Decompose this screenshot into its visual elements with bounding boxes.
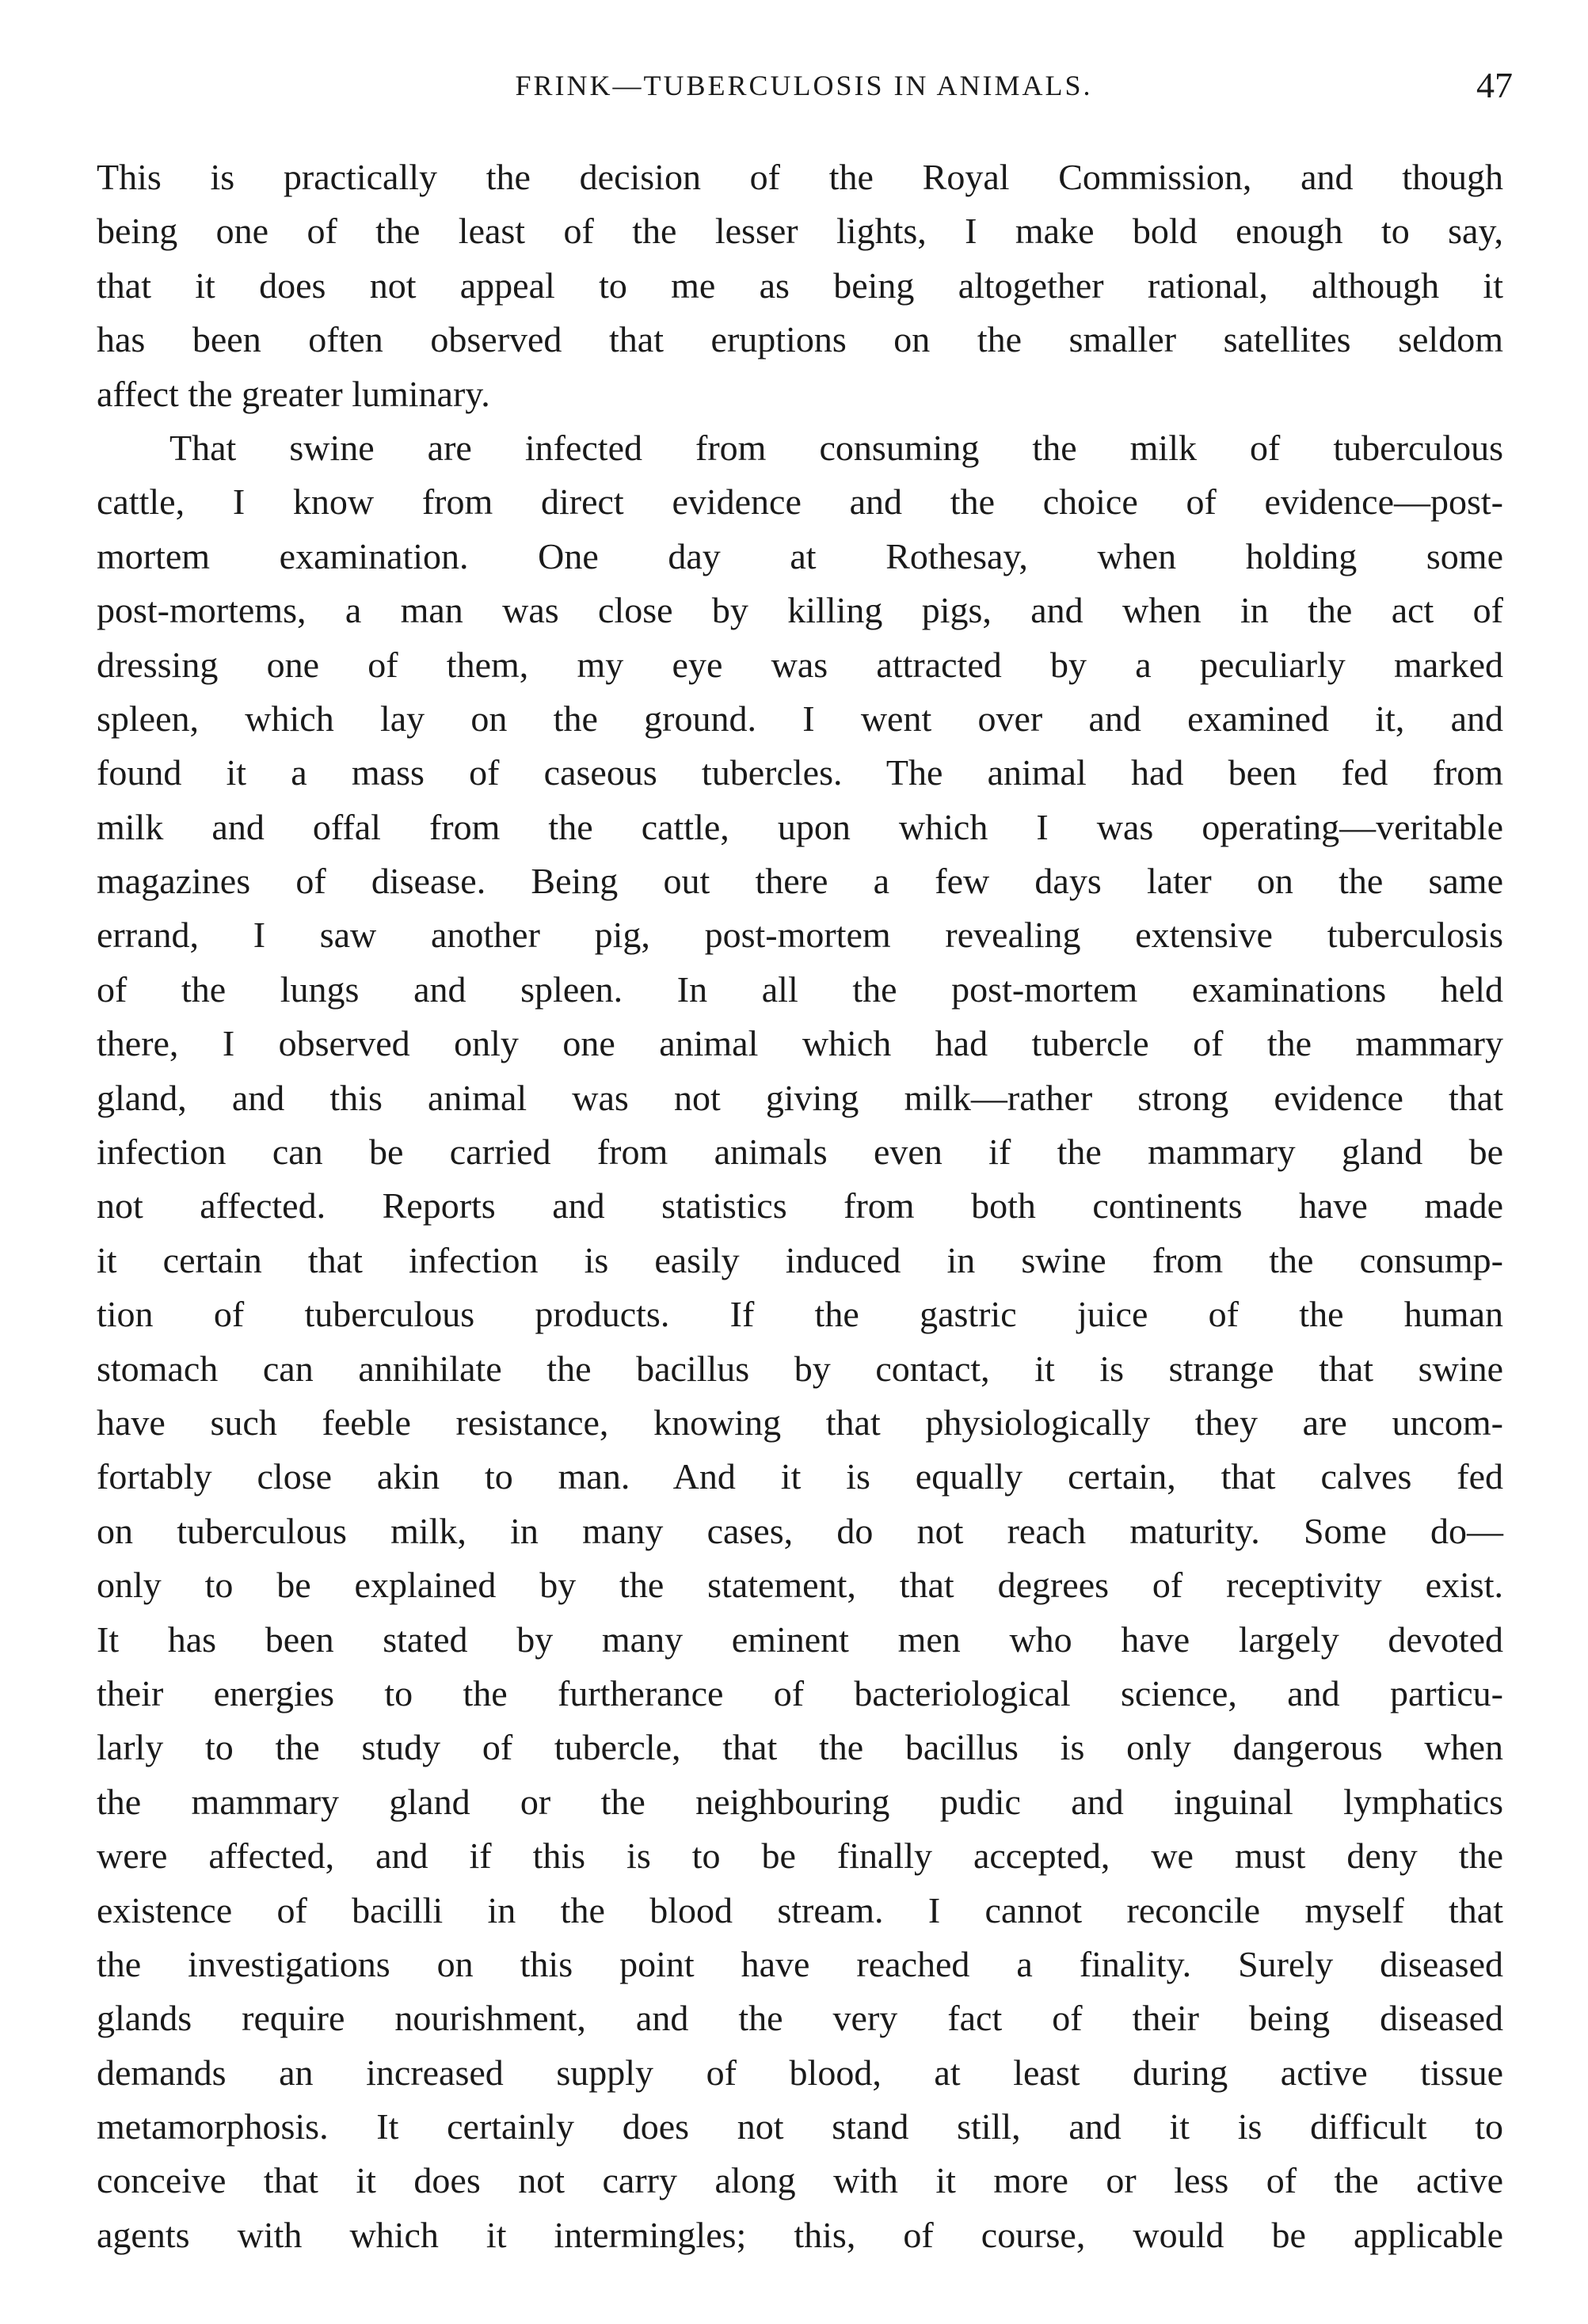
running-title: FRINK—TUBERCULOSIS IN ANIMALS. xyxy=(515,70,1093,101)
text-line: mortem examination. One day at Rothesay, when holding some xyxy=(97,535,1503,576)
text-line: found it a mass of caseous tubercles. The animal had been fed from xyxy=(97,752,1503,793)
text-line: existence of bacilli in the blood stream. I cannot reconcile myself that xyxy=(97,1889,1503,1930)
text-line: fortably close akin to man. And it is equally certain, that calves fed xyxy=(97,1456,1503,1497)
text-line: metamorphosis. It certainly does not stand still, and it is difficult to xyxy=(97,2106,1503,2147)
text-line: demands an increased supply of blood, at least during active tissue xyxy=(97,2052,1503,2093)
page-number: 47 xyxy=(1476,65,1513,105)
text-line: agents with which it intermingles; this, of course, would be applicable xyxy=(97,2214,1503,2255)
text-line: milk and offal from the cattle, upon which I was operating—veritable xyxy=(97,806,1503,847)
text-line: have such feeble resistance, knowing that physiologically they are uncom- xyxy=(97,1402,1503,1443)
text-line: were affected, and if this is to be finally accepted, we must deny the xyxy=(97,1835,1503,1877)
text-line: That swine are infected from consuming the milk of tuberculous xyxy=(169,427,1503,468)
running-head xyxy=(95,62,1513,109)
text-line: gland, and this animal was not giving milk—rather strong evidence that xyxy=(97,1077,1503,1118)
text-line: This is practically the decision of the Royal Commission, and though xyxy=(97,157,1503,197)
text-line: being one of the least of the lesser lights, I make bold enough to say, xyxy=(97,211,1503,252)
text-line: post-mortems, a man was close by killing pigs, and when in the act of xyxy=(97,590,1503,631)
text-line: their energies to the furtherance of bacteriological science, and particu- xyxy=(97,1672,1503,1714)
text-line: that it does not appeal to me as being altogether rational, although it xyxy=(97,264,1503,306)
text-line: larly to the study of tubercle, that the bacillus is only dangerous when xyxy=(97,1727,1503,1768)
text-line: affect the greater luminary. xyxy=(97,373,490,414)
text-line: the mammary gland or the neighbouring pudic and inguinal lymphatics xyxy=(97,1781,1503,1822)
text-line: errand, I saw another pig, post-mortem revealing extensive tuberculosis xyxy=(97,915,1503,956)
text-line: glands require nourishment, and the very fact of their being diseased xyxy=(97,1998,1503,2039)
text-line: dressing one of them, my eye was attracted by a peculiarly marked xyxy=(97,644,1503,685)
text-line: the investigations on this point have reached a finality. Surely diseased xyxy=(97,1943,1503,1984)
text-line: not affected. Reports and statistics from both continents have made xyxy=(97,1185,1503,1227)
text-line: stomach can annihilate the bacillus by contact, it is strange that swine xyxy=(97,1348,1503,1389)
text-line: it certain that infection is easily induced in swine from the consump- xyxy=(97,1239,1503,1280)
text-line: on tuberculous milk, in many cases, do not reach maturity. Some do— xyxy=(97,1510,1503,1551)
text-line: magazines of disease. Being out there a few days later on the same xyxy=(97,861,1503,902)
text-line: cattle, I know from direct evidence and the choice of evidence—post- xyxy=(97,481,1503,523)
text-line: spleen, which lay on the ground. I went over and examined it, and xyxy=(97,698,1503,739)
text-line: tion of tuberculous products. If the gastric juice of the human xyxy=(97,1294,1503,1335)
text-line: of the lungs and spleen. In all the post-mortem examinations held xyxy=(97,968,1503,1010)
body-text xyxy=(97,150,1503,2262)
paragraph-2 xyxy=(97,421,1503,2262)
text-line: has been often observed that eruptions on the smaller satellites seldom xyxy=(97,319,1503,360)
text-line: infection can be carried from animals even if the mammary gland be xyxy=(97,1132,1503,1173)
paragraph-1 xyxy=(97,150,1503,421)
text-line: there, I observed only one animal which had tubercle of the mammary xyxy=(97,1023,1503,1064)
text-line: conceive that it does not carry along with it more or less of the active xyxy=(97,2160,1503,2201)
text-line: only to be explained by the statement, that degrees of receptivity exist. xyxy=(97,1565,1503,1606)
text-line: It has been stated by many eminent men who have largely devoted xyxy=(97,1618,1503,1660)
